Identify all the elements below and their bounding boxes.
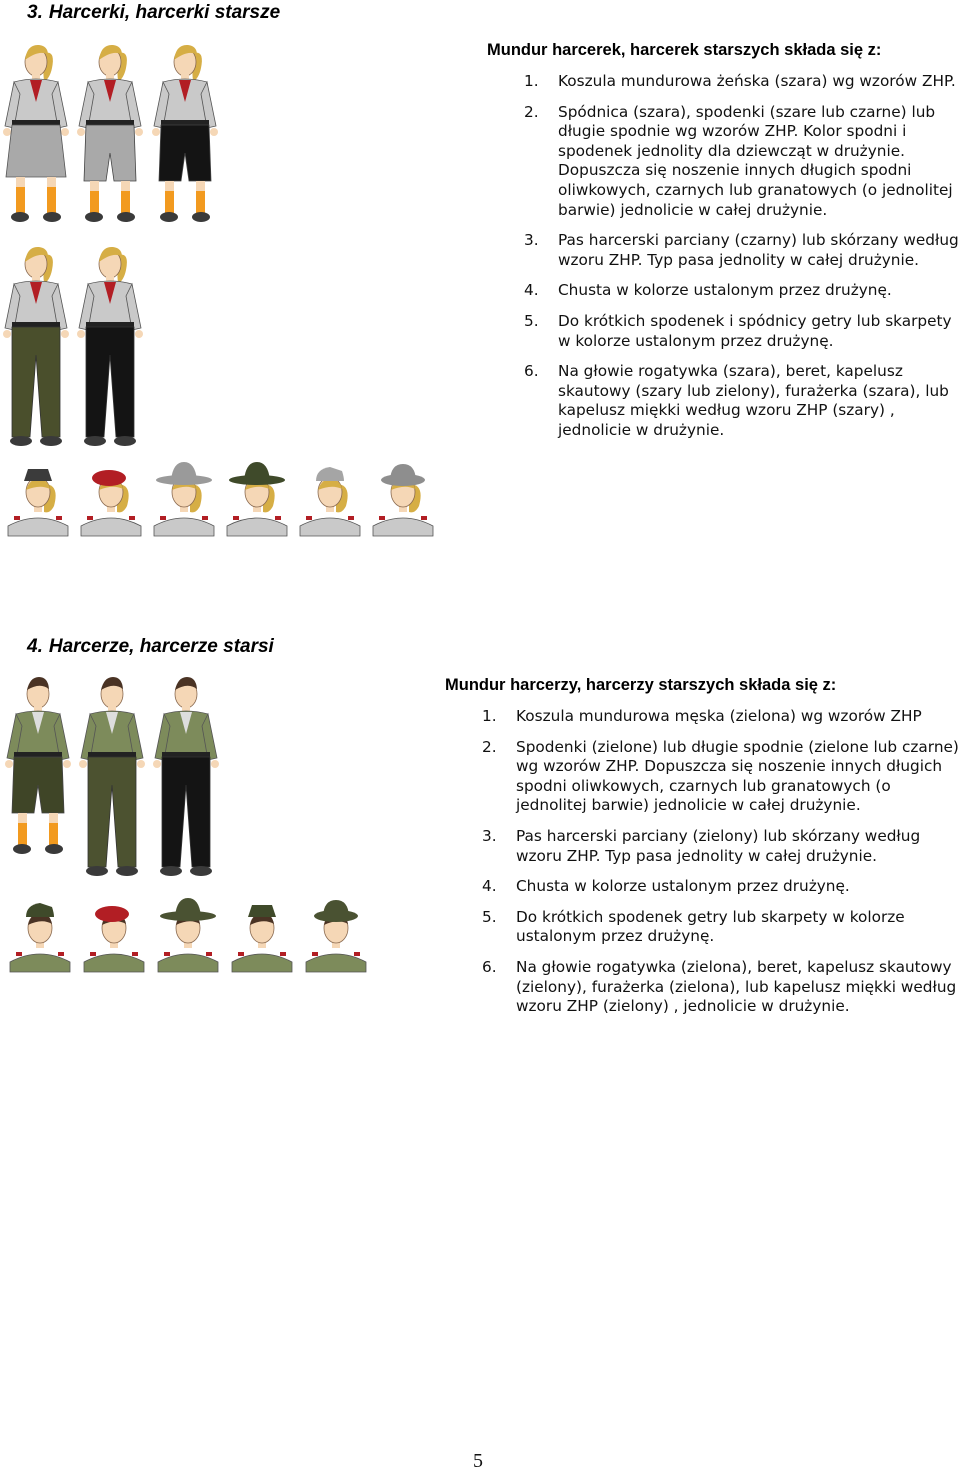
list-item-number: 6.	[524, 362, 539, 381]
list-item-text: Pas harcerski parciany (zielony) lub skórzany według wzoru ZHP. Typ pasa jednolity w całej drużynie.	[516, 826, 921, 865]
section-3-list	[524, 72, 960, 452]
section-3-heading	[27, 2, 280, 24]
section-3-subtitle: Mundur harcerek, harcerek starszych składa się z:	[487, 41, 882, 59]
bust-girl-headwear	[373, 464, 433, 536]
bust-boy-headwear	[158, 898, 218, 972]
list-item	[524, 362, 960, 440]
list-item	[524, 231, 960, 270]
list-item-number: 2.	[524, 102, 539, 121]
section-4-title: Harcerze, harcerze starsi	[48, 636, 274, 657]
list-item-number: 1.	[482, 707, 497, 725]
section-4-heading	[27, 636, 274, 658]
list-item-text: Chusta w kolorze ustalonym przez drużynę.	[558, 281, 892, 300]
page-number: 5	[473, 1450, 483, 1472]
list-item	[482, 958, 960, 1017]
list-item	[482, 877, 960, 897]
bust-girl-headwear	[8, 469, 68, 536]
list-item-number: 3.	[482, 826, 497, 845]
list-item-number: 5.	[482, 907, 497, 926]
figure-girl-skirt	[3, 45, 69, 222]
figure-girl-black-trousers	[77, 247, 143, 446]
list-item-text: Na głowie rogatywka (zielona), beret, kapelusz skautowy (zielony), furażerka (zielona), lub kapelusz miękki według wzoru ZHP (zielony) , jednolicie w drużynie.	[516, 957, 957, 1016]
list-item-text: Na głowie rogatywka (szara), beret, kapelusz skautowy (szary lub zielony), furażerka (szara), lub kapelusz miękki według wzoru ZHP (szary) , jednolicie w drużynie.	[558, 362, 949, 439]
list-item	[524, 72, 960, 92]
list-item	[482, 827, 960, 866]
list-item-text: Spodenki (zielone) lub długie spodnie (zielone lub czarne) wg wzorów ZHP. Dopuszcza się noszenie innych długich spodni oliwkowych, czarnych lub granatowych (o jednolitej barwie) jednolicie w całej drużynie.	[516, 737, 959, 815]
list-item-text: Pas harcerski parciany (czarny) lub skórzany według wzoru ZHP. Typ pasa jednolity w całej drużynie.	[558, 231, 959, 269]
list-item-text: Do krótkich spodenek i spódnicy getry lub skarpety w kolorze ustalonym przez drużynę.	[558, 311, 952, 350]
bust-boy-headwear	[306, 900, 366, 972]
list-item-number: 2.	[482, 737, 497, 756]
bust-girl-headwear	[154, 462, 214, 536]
list-item-number: 6.	[482, 957, 497, 976]
list-item-text: Koszula mundurowa żeńska (szara) wg wzorów ZHP.	[558, 72, 956, 90]
girls-uniform-illustrations	[0, 40, 440, 540]
figure-girl-black-shorts	[152, 45, 218, 222]
bust-girl-headwear	[81, 470, 141, 536]
figure-girl-olive-trousers	[3, 247, 69, 446]
figure-boy-shorts	[5, 677, 71, 854]
list-item-text: Koszula mundurowa męska (zielona) wg wzorów ZHP	[516, 707, 922, 725]
list-item	[524, 281, 960, 301]
list-item-text: Spódnica (szara), spodenki (szare lub czarne) lub długie spodnie wg wzorów ZHP. Kolor spodni i spodenek jednolity dla dziewcząt w drużynie. Dopuszcza się noszenie innych długich spodni oliwkowych, czarnych lub granatowych (o jednolitej barwie) jednolicie w całej drużynie.	[558, 102, 953, 219]
bust-boy-headwear	[232, 905, 292, 972]
bust-girl-headwear	[227, 462, 287, 536]
section-3-title: Harcerki, harcerki starsze	[48, 2, 281, 23]
figure-girl-grey-shorts	[77, 45, 143, 222]
section-3-number: 3.	[27, 2, 43, 23]
list-item-number: 5.	[524, 311, 539, 330]
list-item-number: 1.	[524, 72, 539, 90]
bust-girl-headwear	[300, 467, 360, 536]
list-item	[524, 312, 960, 351]
list-item-text: Do krótkich spodenek getry lub skarpety w kolorze ustalonym przez drużynę.	[516, 907, 905, 946]
figure-boy-olive-trousers	[79, 677, 145, 876]
list-item	[482, 707, 960, 727]
list-item-number: 4.	[482, 877, 497, 896]
list-item-number: 4.	[524, 281, 539, 300]
list-item-text: Chusta w kolorze ustalonym przez drużynę.	[516, 877, 850, 896]
figure-boy-black-trousers	[153, 677, 219, 876]
list-item	[524, 103, 960, 221]
bust-boy-headwear	[84, 906, 144, 972]
list-item	[482, 738, 960, 816]
bust-boy-headwear	[10, 903, 70, 972]
list-item	[482, 908, 960, 947]
list-item-number: 3.	[524, 231, 539, 250]
section-4-number: 4.	[27, 636, 43, 657]
section-4-subtitle: Mundur harcerzy, harcerzy starszych składa się z:	[445, 676, 837, 694]
boys-uniform-illustrations	[0, 672, 380, 982]
section-4-list	[482, 707, 960, 1028]
